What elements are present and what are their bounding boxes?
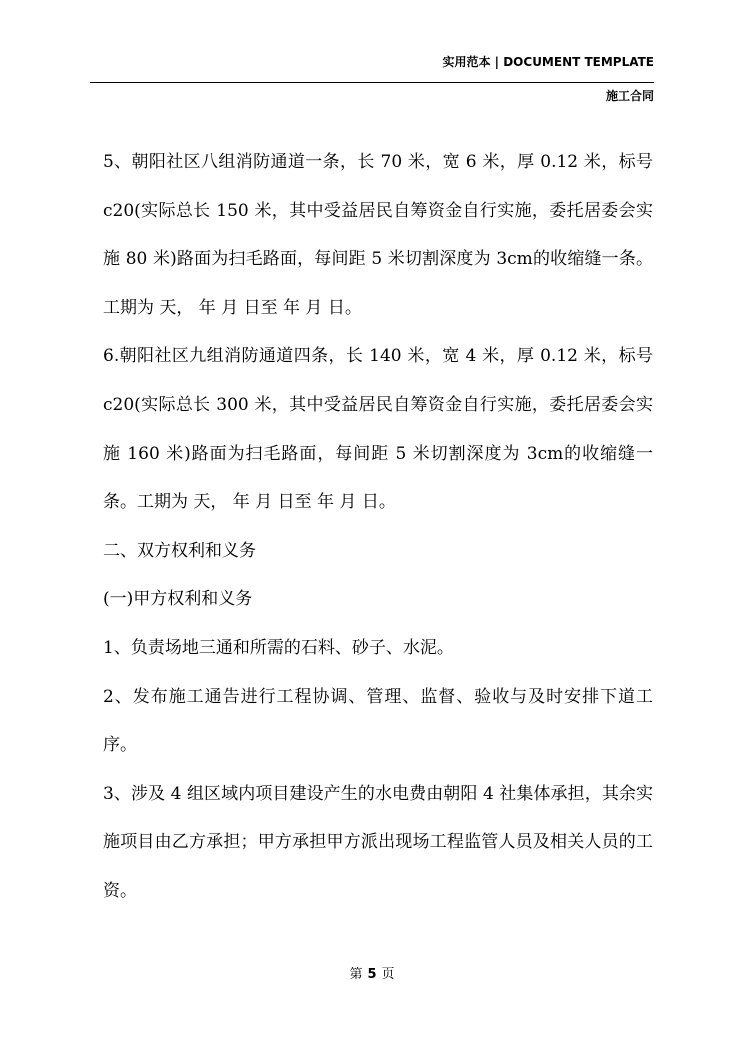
document-body: [103, 138, 653, 916]
document-header-subtitle: 施工合同: [605, 89, 654, 103]
obligation-item-3: 3、涉及 4 组区域内项目建设产生的水电费由朝阳 4 社集体承担，其余实施项目由乙方承担；甲方承担甲方派出现场工程监管人员及相关人员的工资。: [103, 783, 653, 901]
paragraph-item-5: 5、朝阳社区八组消防通道一条，长 70 米，宽 6 米，厚 0.12 米，标号 c20(实际总长 150 米，其中受益居民自筹资金自行实施，委托居委会实施 80 米)路面为扫毛路面，每间距 5 米切割深度为 3cm的收缩缝一条。工期为 天， 年 月 日至 年 月 日。: [103, 152, 653, 318]
page-number-suffix: 页: [381, 967, 395, 982]
page-number: [0, 963, 744, 982]
section-heading-rights: 二、双方权利和义务: [103, 540, 256, 561]
paragraph-item-6: 6.朝阳社区九组消防通道四条，长 140 米，宽 4 米，厚 0.12 米，标号 c20(实际总长 300 米，其中受益居民自筹资金自行实施，委托居委会实施 160 米)路面为扫毛路面，每间距 5 米切割深度为 3cm的收缩缝一条。工期为 天， 年 月 日至 年 月 日。: [103, 346, 653, 513]
page-number-prefix: 第: [349, 967, 363, 982]
header-divider: [90, 82, 654, 83]
subsection-heading-party-a: (一)甲方权利和义务: [103, 589, 253, 610]
obligation-item-2: 2、发布施工通告进行工程协调、管理、监督、验收与及时安排下道工序。: [103, 686, 653, 756]
obligation-item-1: 1、负责场地三通和所需的石料、砂子、水泥。: [103, 637, 454, 658]
document-header-title: 实用范本 | DOCUMENT TEMPLATE: [442, 55, 654, 69]
page-number-value: 5: [367, 967, 377, 982]
